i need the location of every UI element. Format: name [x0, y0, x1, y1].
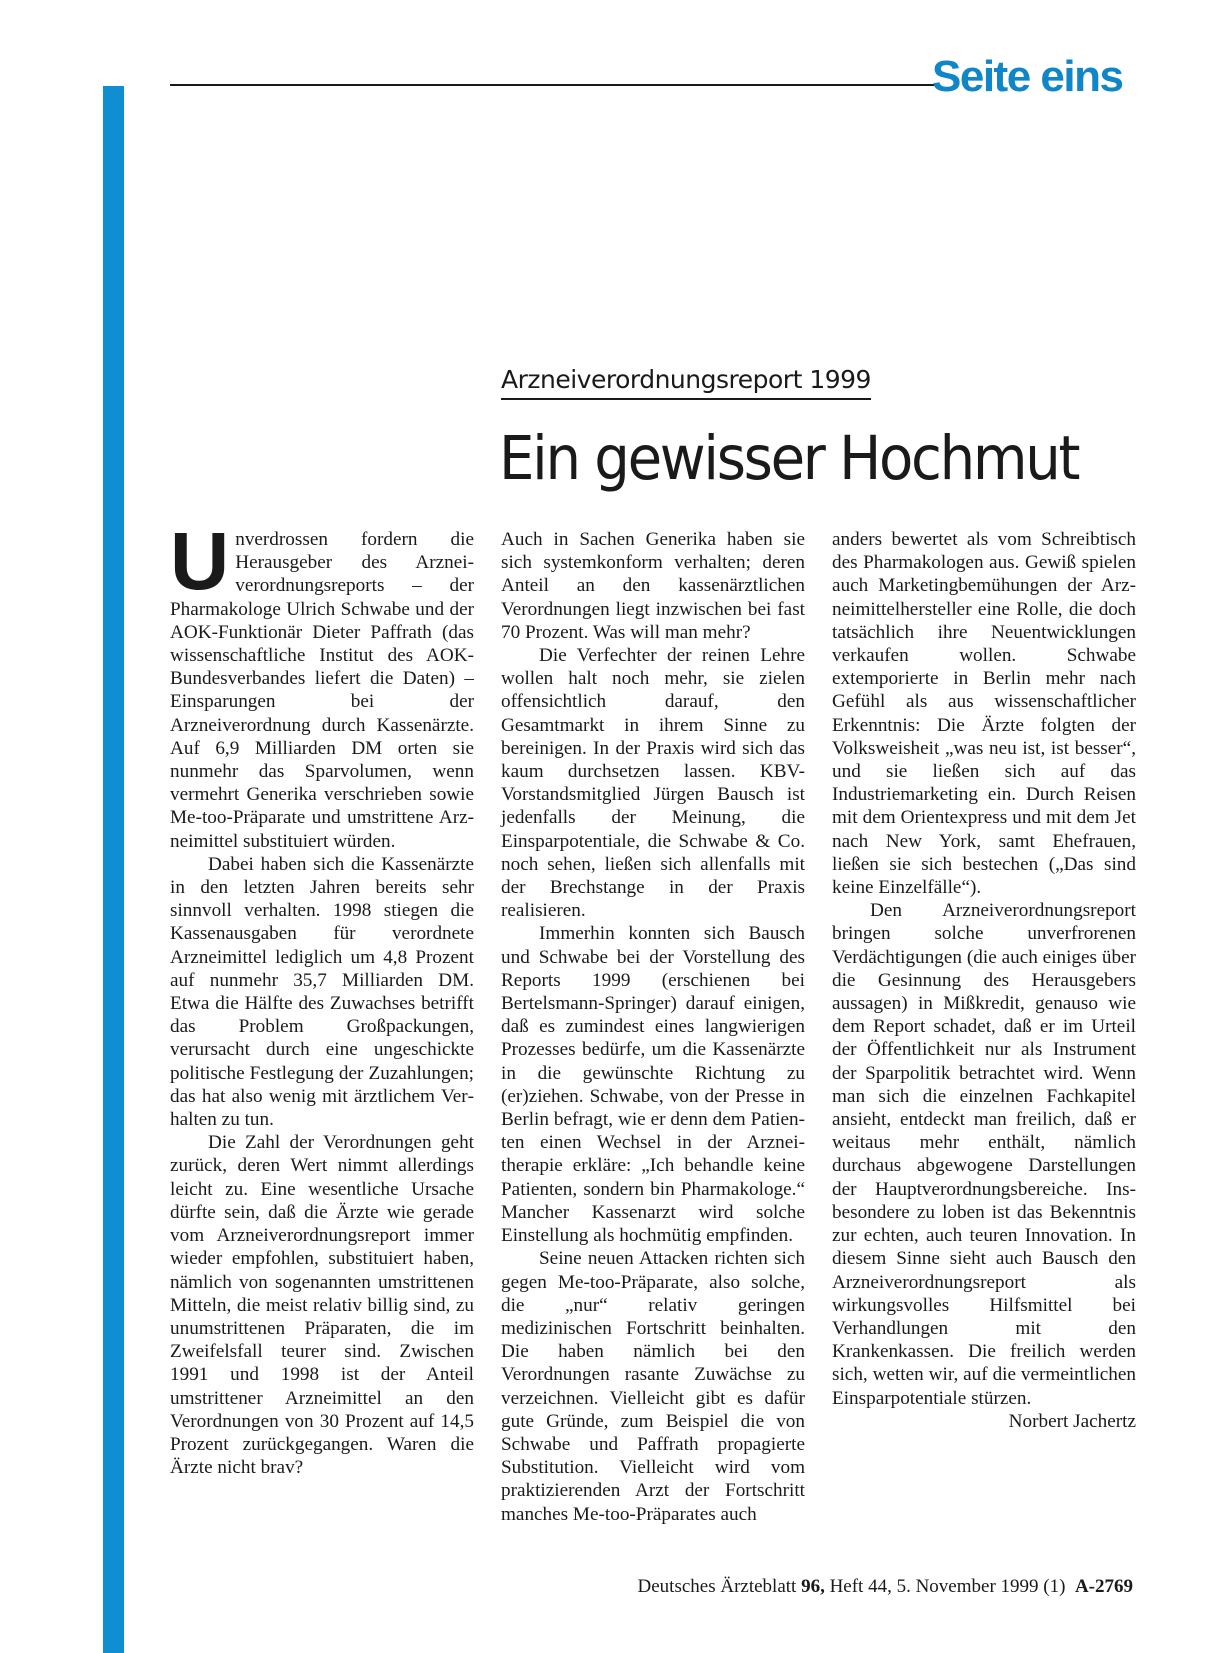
text-column-2 — [501, 528, 805, 1526]
journal-name: Deutsches Ärzteblatt — [637, 1576, 797, 1597]
body-paragraph: Die Verfechter der reinen Lehre wollen halt noch mehr, sie zielen offensichtlich darauf, den Gesamtmarkt in ihrem Sinne zu bereinigen. In der Praxis wird sich das kaum durchsetzen lassen. KBV-Vorstandsmitglied Jürgen Bausch ist jedenfalls der Meinung, die Einsparpotentiale, die Schwabe & Co. noch sehen, ließen sich allenfalls mit der Brechstange in der Praxis realisieren. — [501, 645, 805, 922]
body-paragraph: Dabei haben sich die Kassenärzte in den letzten Jahren bereits sehr sinnvoll verhalten. 1998 stiegen die Kassenausgaben für verordnete Arzneimittel lediglich um 4,8 Prozent auf nunmehr 35,7 Milliarden DM. Etwa die Hälfte des Zuwachses betrifft das Problem Großpackungen, verursacht durch eine ungeschickte politische Festlegung der Zuzahlungen; das hat also wenig mit ärztlichem Verhalten zu tun. — [170, 853, 474, 1131]
lead-paragraph — [170, 516, 474, 853]
body-paragraph: Seine neuen Attacken richten sich gegen Me-too-Präparate, also solche, die „nur“ relativ geringen medizinischen Fortschritt beinhalten. Die haben nämlich bei den Verordnungen rasante Zuwächse zu verzeichnen. Vielleicht gibt es dafür gute Gründe, zum Beispiel die von Schwabe und Paffrath propagierte Substitution. Vielleicht wird vom praktizierenden Arzt der Fortschritt manches Me-too-Präparates auch — [501, 1248, 805, 1525]
section-label: Seite eins — [932, 52, 1123, 101]
issue-date: Heft 44, 5. November 1999 (1) — [829, 1576, 1066, 1597]
body-paragraph: Die Zahl der Verordnungen geht zurück, deren Wert nimmt allerdings leicht zu. Eine wesentliche Ursache dürfte sein, daß die Ärzte wie gerade vom Arzneiverordnungsreport immer wieder empfohlen, substituiert haben, nämlich von sogenannten umstrittenen Mitteln, die meist relativ billig sind, zu unumstrittenen Präparaten, die im Zweifelsfall teurer sind. Zwischen 1991 und 1998 ist der Anteil umstrittener Arzneimittel an den Verordnungen von 30 Prozent auf 14,5 Prozent zurückgegangen. Waren die Ärzte nicht brav? — [170, 1132, 474, 1479]
body-paragraph: Auch in Sachen Generika haben sie sich systemkonform verhalten; deren Anteil an den kassenärztlichen Verordnungen liegt inzwischen bei fast 70 Prozent. Was will man mehr? — [501, 529, 805, 643]
text-column-3 — [832, 528, 1136, 1433]
drop-cap: U — [170, 516, 230, 607]
body-paragraph: Den Arzneiverordnungsreport bringen solche unverfrorenen Verdächtigungen (die auch einiges über die Gesinnung des Herausgebers aussagen) in Mißkredit, genauso wie dem Report schadet, daß er im Urteil der Öffentlichkeit nur als Instrument der Sparpolitik betrachtet wird. Wenn man sich die einzelnen Fachkapitel ansieht, entdeckt man freilich, daß er weitaus mehr enthält, nämlich durchaus abgewogene Darstellungen der Hauptverordnungsbereiche. Insbesondere zu loben ist das Bekenntnis zur echten, auch teuren Innovation. In diesem Sinne sieht auch Bausch den Arzneiverordnungsreport als wirkungsvolles Hilfsmittel bei Verhandlungen mit den Krankenkassen. Die freilich werden sich, wetten wir, auf die vermeintlichen Einsparpotentiale stürzen. — [832, 900, 1136, 1409]
sidebar-accent-bar — [103, 86, 124, 1653]
page-number: A-2769 — [1074, 1576, 1133, 1597]
body-paragraph-continued: anders bewertet als vom Schreibtisch des Pharmakologen aus. Gewiß spielen auch Marketingbemühungen der Arzneimittelhersteller eine Rolle, die doch tatsächlich ihre Neuentwicklungen verkaufen wollen. Schwabe extemporierte in Berlin mehr nach Gefühl als aus wissenschaftlicher Erkenntnis: Die Ärzte folgten der Volksweisheit „was neu ist, ist besser“, und sie ließen sich auf das Industriemarketing ein. Durch Reisen mit dem Orientexpress und mit dem Jet nach New York, samt Ehefrauen, ließen sie sich bestechen („Das sind keine Einzelfälle“). — [832, 529, 1136, 899]
header-rule — [170, 84, 935, 86]
article-headline: Ein gewisser Hochmut — [499, 423, 1079, 494]
text-column-1 — [170, 516, 474, 1479]
author-signature: Norbert Jachertz — [1008, 1410, 1136, 1432]
lead-paragraph-text: nverdrossen fordern die Herausgeber des Arzneiverordnungsreports – der Pharmakologe Ulrich Schwabe und der AOK-Funktionär Dieter Paffrath (das wissenschaftliche Institut des AOK-Bundesverbandes liefert die Daten) – Einsparungen bei der Arzneiverordnung durch Kassenärzte. Auf 6,9 Milliarden DM orten sie nunmehr das Sparvolumen, wenn vermehrt Generika verschrieben sowie Me-too-Präparate und umstrittene Arzneimittel substituiert würden. — [170, 529, 474, 852]
journal-volume: 96, — [801, 1576, 825, 1597]
article-kicker: Arzneiverordnungsreport 1999 — [501, 365, 871, 400]
page-footer — [638, 1576, 1133, 1598]
body-paragraph: Immerhin konnten sich Bausch und Schwabe bei der Vorstellung des Reports 1999 (erschienen bei Bertelsmann-Springer) darauf einigen, daß es zumindest eines langwierigen Prozesses bedürfe, um die Kassenärzte in die gewünschte Richtung zu (er)ziehen. Schwabe, von der Presse in Berlin befragt, wie er denn dem Patienten einen Wechsel in der Arzneitherapie erkläre: „Ich behandle keine Patienten, sondern bin Pharmakologe.“ Mancher Kassenarzt wird solche Einstellung als hochmütig empfinden. — [501, 923, 805, 1247]
